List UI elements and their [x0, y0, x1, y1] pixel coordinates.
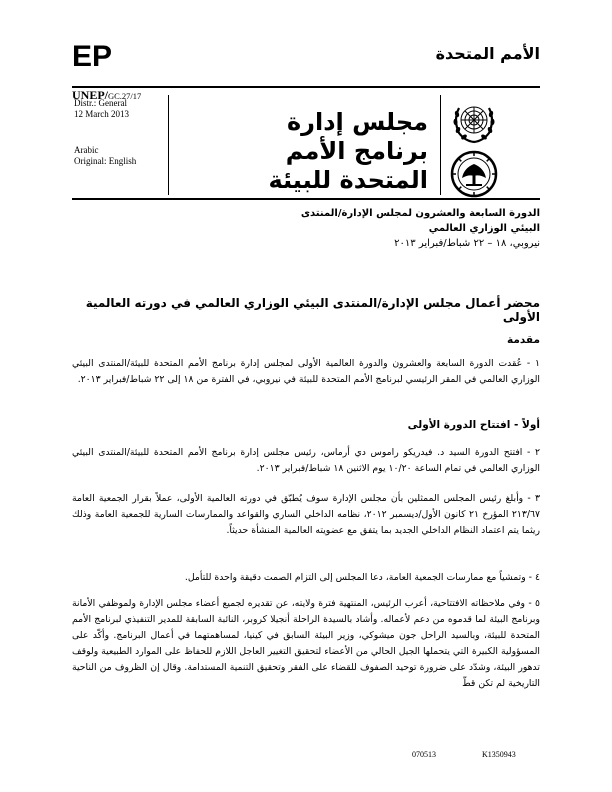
paragraph-2: ٢ - افتتح الدورة السيد د. فيدريكو راموس دي أرماس، رئيس مجلس إدارة برنامج الأمم المتحدة للبيئة/المنتدى البيئي الوزاري العالمي في تمام الساعة ١٠/٢٠ يوم الاثنين ١٨ شباط/فبراير ٢٠١٣. — [72, 447, 540, 474]
session-forum: البيئي الوزاري العالمي — [428, 223, 540, 234]
column-divider — [440, 95, 441, 195]
symbol-rest: GC.27/17 — [108, 91, 142, 101]
program-title-line: برنامج الأمم — [285, 137, 428, 165]
distribution-type: Distr.: General — [74, 98, 127, 108]
footer-code: K1350943 — [482, 750, 516, 759]
footer-job-number: 070513 — [412, 750, 436, 759]
column-divider — [168, 95, 169, 195]
section-heading-opening: أولاً - افتتاح الدورة الأولى — [407, 419, 540, 431]
ep-mark: EP — [72, 40, 113, 73]
language-block — [74, 145, 136, 166]
distribution-block — [74, 98, 129, 119]
header-rule — [72, 86, 540, 88]
document-language: Arabic — [74, 145, 99, 155]
un-emblem-icon — [449, 96, 499, 146]
session-title: الدورة السابعة والعشرون لمجلس الإدارة/المنتدى — [300, 208, 540, 219]
paragraph-1: ١ - عُقدت الدورة السابعة والعشرون والدورة العالمية الأولى لمجلس إدارة برنامج الأمم المتحدة للبيئة/المنتدى البيئي الوزاري العالمي في المقر الرئيسي لبرنامج الأمم المتحدة للبيئة في نيروبي، في الفترة من ١٨ إلى ٢٢ شباط/فبراير ٢٠١٣. — [72, 358, 540, 385]
session-place-date: نيروبي، ١٨ – ٢٢ شباط/فبراير ٢٠١٣ — [394, 238, 540, 249]
section-heading-intro: مقدمة — [507, 334, 540, 346]
program-title-line: مجلس إدارة — [287, 108, 428, 136]
document-date: 12 March 2013 — [74, 108, 129, 119]
symbol-main: UNEP/ — [72, 88, 108, 102]
paragraph-4: ٤ - وتمشياً مع ممارسات الجمعية العامة، دعا المجلس إلى التزام الصمت دقيقة واحدة للتأمل. — [184, 572, 540, 583]
program-title — [250, 108, 428, 195]
paragraph-3: ٣ - وأبلغ رئيس المجلس الممثلين بأن مجلس الإدارة سوف يُطبّق في دورته العالمية الأولى، عملاً بقرار الجمعية العامة ٢١٣/٦٧ المؤرخ ٢١ كانون الأول/ديسمبر ٢٠١٢، نظامه الداخلي الساري والقواعد والممارسات السارية للجمعية العامة وذلك ريثما يتم اعتماد النظام الداخلي الجديد بما يتفق مع عضويته العالمية المنشأة حديثاً. — [72, 493, 541, 536]
unep-logo-icon — [449, 150, 499, 198]
program-title-line: المتحدة للبيئة — [268, 166, 428, 194]
united-nations-name: الأمم المتحدة — [435, 44, 540, 63]
original-language: Original: English — [74, 155, 137, 166]
paragraph-5: ٥ - وفي ملاحظاته الافتتاحية، أعرب الرئيس، المنتهية فترة ولايته، عن تقديره لجميع أعضاء مجلس الإدارة ولموظفي الأمانة وبرنامج البيئة لما قدموه من دعم لأعماله. وأشاد بالسيدة الراحلة أنجيلا كروبر، النائبة السابقة للمدير التنفيذي لبرنامج الأمم المتحدة للبيئة، وبالسيد الراحل جون ميشوكي، وزير البيئة السابق في كينيا، لمساهمتهما في أعمال البرنامج. وأكّد على المسؤولية الكبيرة التي يتحملها الجيل الحالي من الأعضاء لتحقيق التغيير العاجل اللازم للحفاظ على الموارد الطبيعية ولوقف تدهور البيئة، وشدّد على ضرورة توحيد الصفوف للقضاء على الفقر وتحقيق التنمية المستدامة. وقال إن الظروف من الناحية التاريخية لم تكن قطّ — [72, 598, 540, 689]
header-bottom-rule — [72, 198, 540, 200]
session-info — [220, 206, 540, 251]
document-title: محضر أعمال مجلس الإدارة/المنتدى البيئي الوزاري العالمي في دورته العالمية الأولى — [85, 296, 540, 324]
